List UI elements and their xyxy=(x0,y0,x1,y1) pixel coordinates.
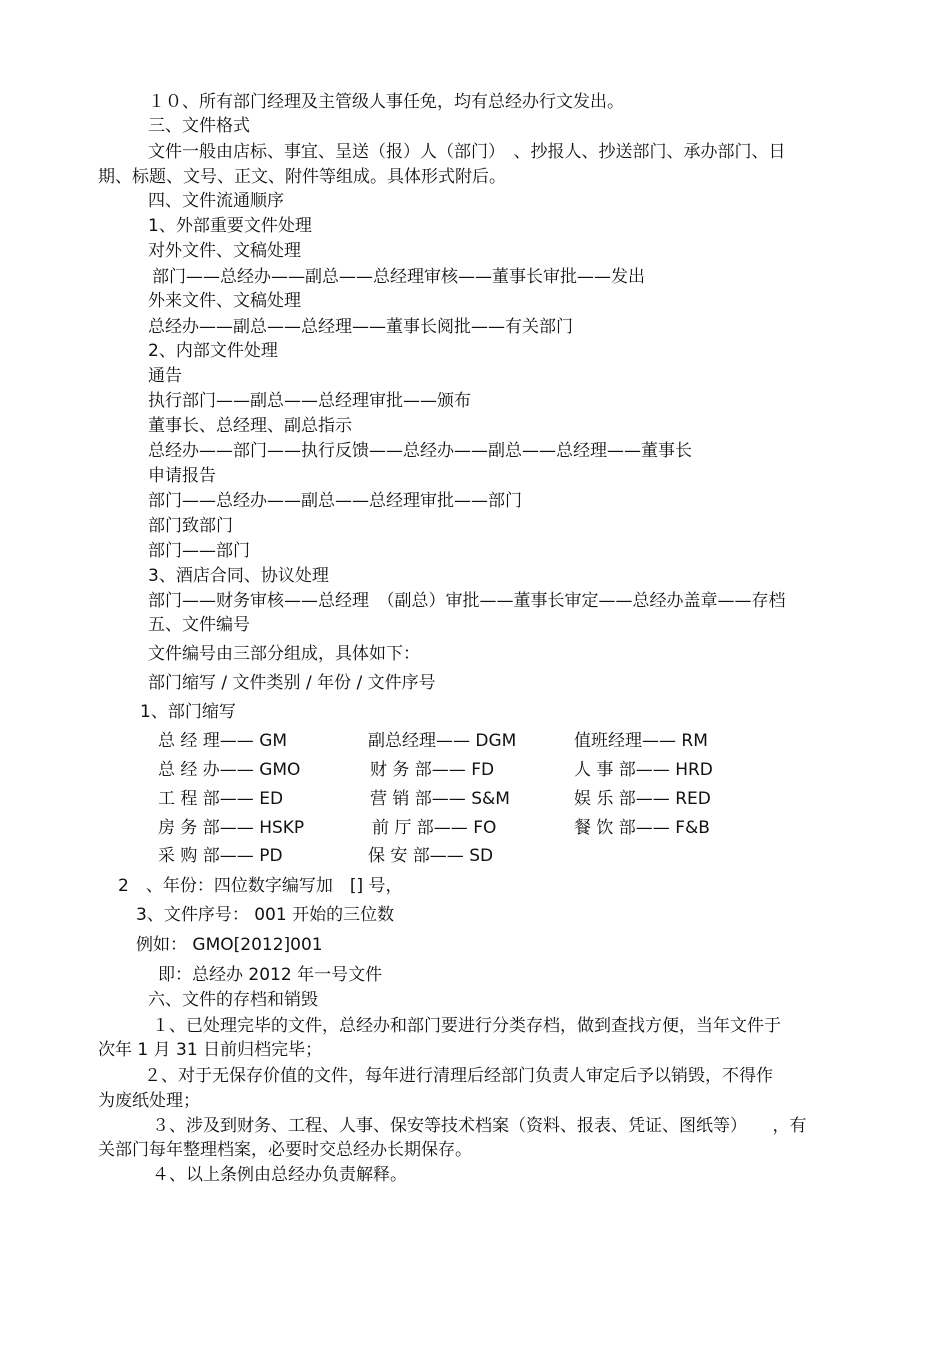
text-line: 次年 1 月 31 日前归档完毕； xyxy=(98,1040,323,1060)
text-line: １０、所有部门经理及主管级人事任免，均有总经办行文发出。 xyxy=(148,92,624,112)
abbreviation-cell: 餐 饮 部—— F&B xyxy=(574,818,710,838)
abbreviation-cell: 工 程 部—— ED xyxy=(158,789,284,809)
section-heading: 五、文件编号 xyxy=(148,615,250,635)
text-line: 例如： GMO[2012]001 xyxy=(136,935,323,955)
text-line: 即：总经办 2012 年一号文件 xyxy=(158,965,383,985)
text-line: 2 、年份：四位数字编写加 [] 号， xyxy=(118,876,403,896)
text-line: 部门——部门 xyxy=(148,541,250,561)
text-line: 部门缩写 / 文件类别 / 年份 / 文件序号 xyxy=(148,673,436,693)
text-line: 总经办——副总——总经理——董事长阅批——有关部门 xyxy=(148,317,573,337)
text-line: 部门——财务审核——总经理 （副总）审批——董事长审定——总经办盖章——存档 xyxy=(148,591,786,611)
text-line: ３、涉及到财务、工程、人事、保安等技术档案（资料、报表、凭证、图纸等） ，有 xyxy=(152,1116,807,1136)
abbreviation-cell: 营 销 部—— S&M xyxy=(370,789,510,809)
text-line: 为废纸处理； xyxy=(98,1091,200,1111)
text-line: 通告 xyxy=(148,366,182,386)
abbreviation-cell: 财 务 部—— FD xyxy=(370,760,495,780)
section-heading: 三、文件格式 xyxy=(148,116,250,136)
text-line: 部门——总经办——副总——总经理审批——部门 xyxy=(148,491,522,511)
text-line: 执行部门——副总——总经理审批——颁布 xyxy=(148,391,471,411)
text-line: ２、对于无保存价值的文件，每年进行清理后经部门负责人审定后予以销毁，不得作 xyxy=(144,1066,773,1086)
text-line: 文件一般由店标、事宜、呈送（报）人（部门） 、抄报人、抄送部门、承办部门、日 xyxy=(148,142,786,162)
text-line: １、已处理完毕的文件，总经办和部门要进行分类存档，做到查找方便，当年文件于 xyxy=(152,1016,781,1036)
text-line: 部门致部门 xyxy=(148,516,233,536)
abbreviation-cell: 采 购 部—— PD xyxy=(158,846,283,866)
text-line: 外来文件、文稿处理 xyxy=(148,291,301,311)
abbreviation-cell: 娱 乐 部—— RED xyxy=(574,789,711,809)
text-line: 总经办——部门——执行反馈——总经办——副总——总经理——董事长 xyxy=(148,441,692,461)
text-line: 董事长、总经理、副总指示 xyxy=(148,416,352,436)
abbreviation-cell: 总 经 办—— GMO xyxy=(158,760,301,780)
text-line: ４、以上条例由总经办负责解释。 xyxy=(152,1165,407,1185)
abbreviation-cell: 总 经 理—— GM xyxy=(158,731,288,751)
section-heading: 六、文件的存档和销毁 xyxy=(148,990,318,1010)
abbreviation-cell: 副总经理—— DGM xyxy=(368,731,517,751)
abbreviation-cell: 保 安 部—— SD xyxy=(368,846,494,866)
text-line: 申请报告 xyxy=(148,466,216,486)
text-line: 关部门每年整理档案，必要时交总经办长期保存。 xyxy=(98,1140,472,1160)
abbreviation-cell: 值班经理—— RM xyxy=(574,731,708,751)
text-line: 2、内部文件处理 xyxy=(148,341,278,361)
abbreviation-cell: 人 事 部—— HRD xyxy=(574,760,713,780)
text-line: 1、外部重要文件处理 xyxy=(148,216,312,236)
text-line: 部门——总经办——副总——总经理审核——董事长审批——发出 xyxy=(152,267,645,287)
text-line: 文件编号由三部分组成，具体如下： xyxy=(148,644,420,664)
text-line: 3、文件序号： 001 开始的三位数 xyxy=(136,905,395,925)
text-line: 对外文件、文稿处理 xyxy=(148,241,301,261)
text-line: 3、酒店合同、协议处理 xyxy=(148,566,329,586)
abbreviation-cell: 房 务 部—— HSKP xyxy=(158,818,305,838)
abbreviation-cell: 前 厅 部—— FO xyxy=(372,818,497,838)
text-line: 期、标题、文号、正文、附件等组成。具体形式附后。 xyxy=(98,167,506,187)
section-heading: 四、文件流通顺序 xyxy=(148,191,284,211)
text-line: 1、部门缩写 xyxy=(140,702,236,722)
